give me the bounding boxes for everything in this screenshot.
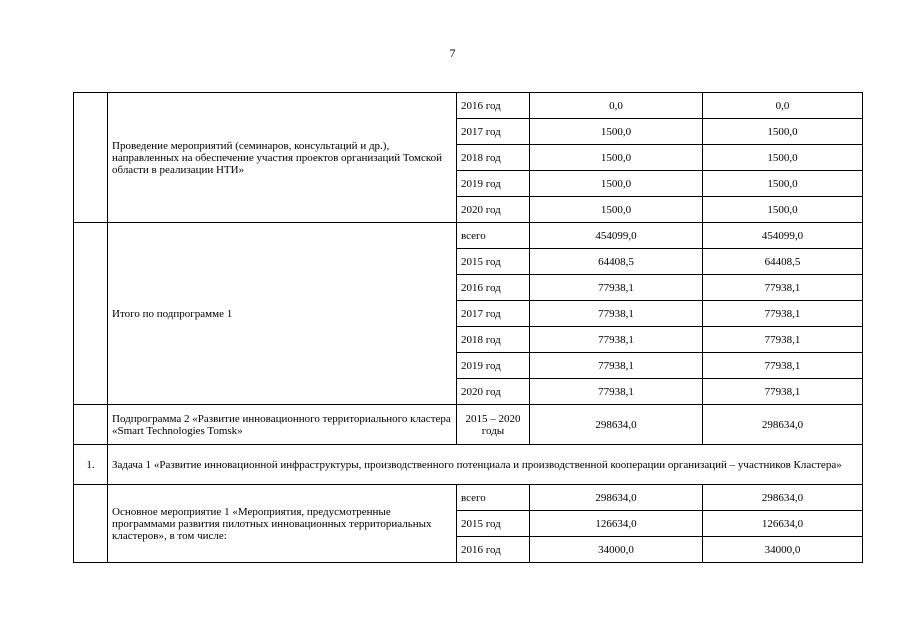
value-cell-1: 1500,0 (530, 197, 703, 223)
value-cell-2: 77938,1 (703, 353, 863, 379)
year-cell: 2020 год (457, 197, 530, 223)
value-cell-1: 77938,1 (530, 275, 703, 301)
value-cell-2: 64408,5 (703, 249, 863, 275)
table-body (74, 93, 863, 563)
table-row (74, 405, 863, 445)
task-number-cell: 1. (74, 445, 108, 485)
year-cell: 2015 год (457, 511, 530, 537)
value-cell-2: 1500,0 (703, 171, 863, 197)
table-row (74, 223, 863, 249)
value-cell-1: 454099,0 (530, 223, 703, 249)
row-number-cell (74, 93, 108, 223)
value-cell-2: 77938,1 (703, 379, 863, 405)
year-cell: 2020 год (457, 379, 530, 405)
budget-table (73, 92, 863, 563)
year-cell: 2019 год (457, 353, 530, 379)
table-row (74, 93, 863, 119)
row-number-cell (74, 223, 108, 405)
task-row (74, 445, 863, 485)
value-cell-2: 1500,0 (703, 197, 863, 223)
year-cell: 2017 год (457, 119, 530, 145)
value-cell-2: 77938,1 (703, 301, 863, 327)
value-cell-2: 77938,1 (703, 275, 863, 301)
year-cell: 2018 год (457, 327, 530, 353)
year-cell: 2015 год (457, 249, 530, 275)
value-cell-2: 0,0 (703, 93, 863, 119)
year-cell: всего (457, 485, 530, 511)
activity-name-cell: Итого по подпрограмме 1 (108, 223, 457, 405)
value-cell-1: 298634,0 (530, 485, 703, 511)
period-cell: 2015 – 2020 годы (457, 405, 530, 445)
year-cell: 2018 год (457, 145, 530, 171)
year-cell: 2016 год (457, 93, 530, 119)
row-number-cell (74, 485, 108, 563)
value-cell-1: 34000,0 (530, 537, 703, 563)
value-cell-1: 1500,0 (530, 119, 703, 145)
value-cell-2: 1500,0 (703, 145, 863, 171)
activity-name-cell: Проведение мероприятий (семинаров, консультаций и др.), направленных на обеспечение участия проектов организаций Томской области в реализации НТИ» (108, 93, 457, 223)
page-number: 7 (449, 46, 456, 60)
activity-name-cell: Основное мероприятие 1 «Мероприятия, предусмотренные программами развития пилотных инновационных территориальных кластеров», в том числе: (108, 485, 457, 563)
value-cell-1: 77938,1 (530, 301, 703, 327)
year-cell: 2016 год (457, 275, 530, 301)
year-cell: 2016 год (457, 537, 530, 563)
task-text-cell: Задача 1 «Развитие инновационной инфраструктуры, производственного потенциала и производственной кооперации организаций – участников Кластера» (108, 445, 863, 485)
value-cell-2: 298634,0 (703, 485, 863, 511)
value-cell-1: 0,0 (530, 93, 703, 119)
year-cell: 2019 год (457, 171, 530, 197)
value-cell-2: 126634,0 (703, 511, 863, 537)
value-cell-1: 77938,1 (530, 353, 703, 379)
subprogram-name-cell: Подпрограмма 2 «Развитие инновационного территориального кластера «Smart Technologies Tomsk» (108, 405, 457, 445)
year-cell: 2017 год (457, 301, 530, 327)
table-row (74, 485, 863, 511)
value-cell-2: 1500,0 (703, 119, 863, 145)
value-cell-1: 1500,0 (530, 171, 703, 197)
value-cell-1: 126634,0 (530, 511, 703, 537)
year-cell: всего (457, 223, 530, 249)
value-cell-2: 298634,0 (703, 405, 863, 445)
row-number-cell (74, 405, 108, 445)
value-cell-2: 77938,1 (703, 327, 863, 353)
value-cell-1: 77938,1 (530, 379, 703, 405)
value-cell-2: 34000,0 (703, 537, 863, 563)
value-cell-1: 298634,0 (530, 405, 703, 445)
value-cell-1: 77938,1 (530, 327, 703, 353)
value-cell-1: 64408,5 (530, 249, 703, 275)
value-cell-2: 454099,0 (703, 223, 863, 249)
value-cell-1: 1500,0 (530, 145, 703, 171)
